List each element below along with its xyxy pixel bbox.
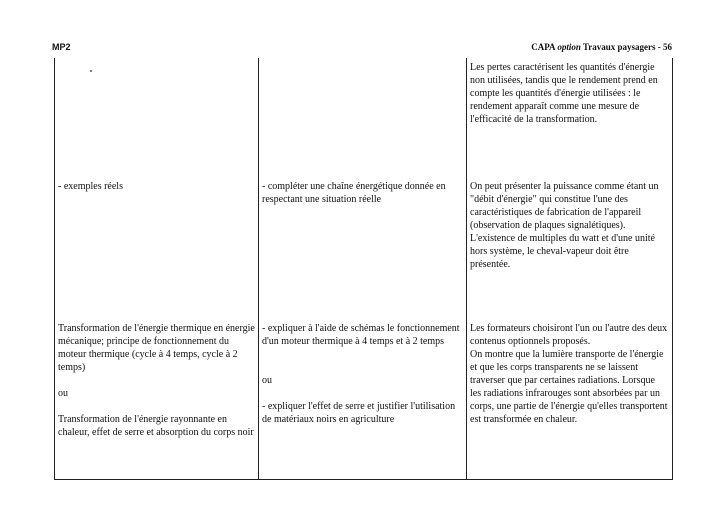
row3-col1 <box>58 322 256 439</box>
header-right-option: option <box>557 42 581 52</box>
table-divider-2 <box>466 58 467 480</box>
header-left: MP2 <box>52 42 71 52</box>
row3-col1-text-b: Transformation de l'énergie rayonnante en chaleur, effet de serre et absorption du corps noir <box>58 414 254 438</box>
row3-col3 <box>470 322 668 426</box>
row2-col3 <box>470 180 668 271</box>
row2-col2 <box>262 180 462 206</box>
row3-col2-text: - expliquer à l'aide de schémas le fonctionnement d'un moteur thermique à 4 temps et à 2 temps <box>262 323 460 347</box>
row3-col3-text: Les formateurs choisiront l'un ou l'autre des deux contenus optionnels proposés. <box>470 323 668 347</box>
table-border-right <box>672 58 673 480</box>
row3-col1-text: Transformation de l'énergie thermique en énergie mécanique; principe de fonctionnement du moteur thermique (cycle à 4 temps, cycle à 2 temps) <box>58 323 255 373</box>
header-right-prefix: CAPA <box>531 42 558 52</box>
row2-col1-text: - exemples réels <box>58 181 123 192</box>
header-right <box>531 42 672 52</box>
table-border-left <box>54 58 55 480</box>
table-border-bottom <box>54 479 673 480</box>
row1-col3 <box>470 61 668 126</box>
row1-col3-text: Les pertes caractérisent les quantités d'énergie non utilisées, tandis que le rendement prend en compte les quantités d'énergie utilisées : le rendement apparaît comme une mesure de l'efficacité de la transformation. <box>470 62 658 125</box>
row3-col2-ou: ou <box>262 375 272 386</box>
row3-col2-text-b: - expliquer l'effet de serre et justifier l'utilisation de matériaux noirs en agriculture <box>262 401 456 425</box>
speck-mark <box>90 70 92 72</box>
header-right-suffix: Travaux paysagers - 56 <box>580 42 672 52</box>
row3-col1-ou: ou <box>58 388 68 399</box>
table-divider-1 <box>258 58 259 480</box>
row3-col2 <box>262 322 462 426</box>
row2-col3-text-b: L'existence de multiples du watt et d'une unité hors système, le cheval-vapeur doit être présentée. <box>470 233 655 270</box>
row2-col1 <box>58 180 254 193</box>
row3-col3-text-b: On montre que la lumière transporte de l'énergie et que les corps transparents ne se laissent traverser que par certaines radiations. Lorsque les radiations infrarouges sont absorbées par un corps, une partie de l'énergie qu'elles transportent est transformée en chaleur. <box>470 349 668 425</box>
row2-col2-text: - compléter une chaîne énergétique donnée en respectant une situation réelle <box>262 181 446 205</box>
row2-col3-text: On peut présenter la puissance comme étant un "débit d'énergie" qui constitue l'une des caractéristiques de fabrication de l'appareil (observation de plaques signalétiques). <box>470 181 659 231</box>
